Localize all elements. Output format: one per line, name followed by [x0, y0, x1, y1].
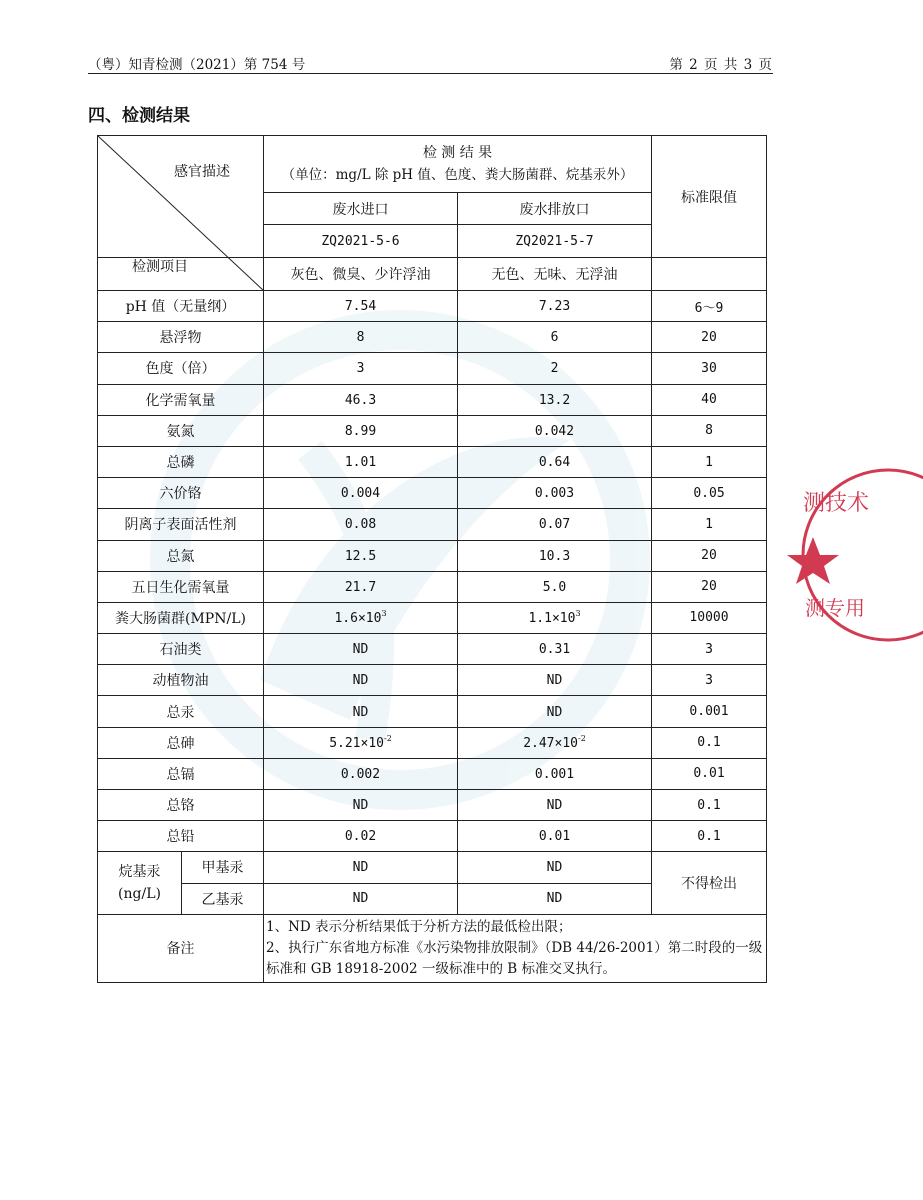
outlet-value-text: 0.07 — [538, 517, 571, 533]
alkyl-group-label: 烷基汞 — [118, 864, 161, 881]
svg-text:测技术: 测技术 — [803, 491, 870, 516]
inlet-value-text: 0.002 — [340, 766, 381, 782]
outlet-value — [458, 478, 652, 509]
test-item-name: 阴离子表面活性剂 — [98, 509, 264, 540]
standard-limit-value: 0.01 — [652, 758, 767, 789]
inlet-value — [264, 540, 458, 571]
test-item-name: 六价铬 — [98, 478, 264, 509]
table-row — [98, 696, 767, 727]
standard-limit-value: 0.1 — [652, 727, 767, 758]
inlet-value-text: 12.5 — [344, 548, 377, 564]
outlet-value — [458, 353, 652, 384]
outlet-value — [458, 665, 652, 696]
outlet-value — [458, 602, 652, 633]
sensory-label: 感官描述 — [174, 164, 230, 180]
alkyl-item-name: 乙基汞 — [182, 883, 264, 914]
test-item-name: 色度（倍） — [98, 353, 264, 384]
outlet-value-text: 0.042 — [534, 423, 575, 439]
inlet-value — [264, 602, 458, 633]
outlet-value — [458, 571, 652, 602]
inlet-value-text: 8 — [356, 330, 365, 346]
remark-line: 2、执行广东省地方标准《水污染物排放限制》（DB 44/26-2001）第二时段的一级标准和 GB 18918-2002 一级标准中的 B 标准交叉执行。 — [266, 939, 763, 977]
units-note: （单位：mg/L 除 pH 值、色度、粪大肠菌群、烷基汞外） — [281, 167, 634, 183]
table-row — [98, 353, 767, 384]
test-item-name: 总磷 — [98, 446, 264, 477]
outlet-value — [458, 322, 652, 353]
inlet-value-text: 7.54 — [344, 299, 377, 315]
standard-limit-value: 10000 — [652, 602, 767, 633]
test-item-name: 粪大肠菌群(MPN/L) — [98, 602, 264, 633]
inlet-value — [264, 727, 458, 758]
outlet-value-text: 0.64 — [538, 455, 571, 471]
standard-limit-value: 0.1 — [652, 821, 767, 852]
corner-header-cell — [98, 136, 264, 275]
outlet-value-text: 0.01 — [538, 829, 571, 845]
table-row — [98, 727, 767, 758]
outlet-value-text: 5.0 — [542, 579, 567, 595]
remarks-content — [264, 914, 767, 982]
remark-line: 1、ND 表示分析结果低于分析方法的最低检出限； — [266, 918, 572, 935]
remarks-row — [98, 914, 767, 982]
outlet-value-text: 0.31 — [538, 642, 571, 658]
inlet-value — [264, 696, 458, 727]
outlet-value — [458, 446, 652, 477]
table-row — [98, 478, 767, 509]
table-row — [98, 571, 767, 602]
inlet-value — [264, 509, 458, 540]
test-item-name: 五日生化需氧量 — [98, 571, 264, 602]
inlet-value-text: 0.004 — [340, 486, 381, 502]
outlet-value-text: 2 — [550, 361, 559, 377]
test-item-name: 总铬 — [98, 790, 264, 821]
inlet-value-text: 1.6×10 — [334, 611, 382, 627]
test-item-name: 总镉 — [98, 758, 264, 789]
inlet-value-text: 0.02 — [344, 829, 377, 845]
page-header — [88, 50, 773, 72]
alkyl-inlet-value: ND — [264, 852, 458, 883]
alkyl-group-cell — [98, 852, 182, 914]
table-row — [98, 758, 767, 789]
alkyl-inlet-value: ND — [264, 883, 458, 914]
inlet-value-text: ND — [352, 704, 369, 720]
outlet-value-text: 1.1×10 — [528, 611, 576, 627]
outlet-value-text: 13.2 — [538, 392, 571, 408]
test-item-name: 总砷 — [98, 727, 264, 758]
table-row — [98, 509, 767, 540]
outlet-value — [458, 540, 652, 571]
outlet-value-text: 10.3 — [538, 548, 571, 564]
table-row — [98, 634, 767, 665]
inlet-value-text: 8.99 — [344, 423, 377, 439]
table-row — [98, 790, 767, 821]
outlet-value — [458, 291, 652, 322]
inlet-value — [264, 353, 458, 384]
test-item-name: pH 值（无量纲） — [98, 291, 264, 322]
outlet-value — [458, 727, 652, 758]
inlet-value — [264, 790, 458, 821]
official-seal-stamp — [793, 465, 923, 645]
test-item-name: 总铅 — [98, 821, 264, 852]
standard-limit-value: 1 — [652, 446, 767, 477]
standard-limit-value: 40 — [652, 384, 767, 415]
outlet-value — [458, 790, 652, 821]
standard-limit-value: 20 — [652, 571, 767, 602]
section-title: 四、检测结果 — [88, 106, 190, 126]
inlet-value — [264, 758, 458, 789]
table-row — [98, 446, 767, 477]
inlet-value-exponent: -2 — [384, 734, 392, 744]
inlet-value-text: ND — [352, 798, 369, 814]
inlet-value — [264, 322, 458, 353]
test-item-name: 化学需氧量 — [98, 384, 264, 415]
test-item-name: 氨氮 — [98, 415, 264, 446]
sensory-inlet: 灰色、微臭、少许浮油 — [264, 258, 458, 291]
outlet-value-text: ND — [546, 704, 563, 720]
outlet-value — [458, 758, 652, 789]
sample-code-inlet: ZQ2021-5-6 — [264, 225, 458, 258]
inlet-value — [264, 446, 458, 477]
outlet-value — [458, 634, 652, 665]
inlet-value — [264, 415, 458, 446]
sensory-outlet: 无色、无味、无浮油 — [458, 258, 652, 291]
standard-limit-value: 6～9 — [652, 291, 767, 322]
sample-code-outlet: ZQ2021-5-7 — [458, 225, 652, 258]
results-title: 检 测 结 果 — [422, 145, 493, 161]
results-table — [97, 135, 767, 983]
outlet-value-text: 2.47×10 — [523, 736, 578, 752]
inlet-value — [264, 384, 458, 415]
inlet-value-text: 3 — [356, 361, 365, 377]
table-row — [98, 602, 767, 633]
standard-limit-value: 0.05 — [652, 478, 767, 509]
inlet-value-exponent: 3 — [381, 609, 387, 619]
standard-limit-value: 0.001 — [652, 696, 767, 727]
results-header-cell — [264, 136, 652, 193]
alkyl-item-name: 甲基汞 — [182, 852, 264, 883]
table-row — [98, 322, 767, 353]
outlet-value — [458, 509, 652, 540]
outlet-value-text: ND — [546, 798, 563, 814]
page-indicator: 第 2 页 共 3 页 — [669, 57, 773, 73]
inlet-value-text: ND — [352, 673, 369, 689]
outlet-value — [458, 384, 652, 415]
outlet-value-exponent: 3 — [575, 609, 581, 619]
outlet-value-text: 0.001 — [534, 766, 575, 782]
test-item-name: 动植物油 — [98, 665, 264, 696]
alkyl-limit: 不得检出 — [652, 852, 767, 914]
outlet-value-text: ND — [546, 673, 563, 689]
alkyl-outlet-value: ND — [458, 883, 652, 914]
inlet-value-text: 46.3 — [344, 392, 377, 408]
standard-limit-value: 3 — [652, 634, 767, 665]
standard-limit-value: 8 — [652, 415, 767, 446]
standard-limit-value: 20 — [652, 322, 767, 353]
test-item-label: 检测项目 — [132, 259, 188, 275]
standard-limit-header: 标准限值 — [652, 136, 767, 258]
table-row — [98, 821, 767, 852]
table-row — [98, 540, 767, 571]
table-row — [98, 665, 767, 696]
inlet-value — [264, 665, 458, 696]
location-inlet: 废水进口 — [264, 193, 458, 225]
standard-limit-value: 3 — [652, 665, 767, 696]
outlet-value — [458, 821, 652, 852]
inlet-value-text: 0.08 — [344, 517, 377, 533]
inlet-value — [264, 634, 458, 665]
inlet-value — [264, 821, 458, 852]
standard-limit-value: 20 — [652, 540, 767, 571]
inlet-value-text: ND — [352, 642, 369, 658]
header-divider — [88, 73, 773, 74]
svg-text:测专用: 测专用 — [805, 596, 865, 620]
outlet-value-text: 7.23 — [538, 299, 571, 315]
inlet-value — [264, 571, 458, 602]
inlet-value-text: 5.21×10 — [329, 736, 384, 752]
location-outlet: 废水排放口 — [458, 193, 652, 225]
standard-limit-header-bottom — [652, 258, 767, 291]
inlet-value — [264, 478, 458, 509]
outlet-value-text: 6 — [550, 330, 559, 346]
inlet-value — [264, 291, 458, 322]
table-row — [98, 291, 767, 322]
test-item-name: 悬浮物 — [98, 322, 264, 353]
outlet-value — [458, 696, 652, 727]
report-number: （粤）知青检测（2021）第 754 号 — [88, 57, 306, 73]
outlet-value-exponent: -2 — [578, 734, 586, 744]
standard-limit-value: 1 — [652, 509, 767, 540]
table-row — [98, 384, 767, 415]
outlet-value-text: 0.003 — [534, 486, 575, 502]
standard-limit-value: 0.1 — [652, 790, 767, 821]
outlet-value — [458, 415, 652, 446]
remarks-label: 备注 — [98, 914, 264, 982]
alkyl-group-unit: (ng/L) — [118, 886, 161, 903]
test-item-name: 石油类 — [98, 634, 264, 665]
standard-limit-value: 30 — [652, 353, 767, 384]
alkyl-outlet-value: ND — [458, 852, 652, 883]
alkyl-row — [98, 852, 767, 883]
table-row — [98, 415, 767, 446]
test-item-name: 总氮 — [98, 540, 264, 571]
inlet-value-text: 21.7 — [344, 579, 377, 595]
inlet-value-text: 1.01 — [344, 455, 377, 471]
test-item-name: 总汞 — [98, 696, 264, 727]
